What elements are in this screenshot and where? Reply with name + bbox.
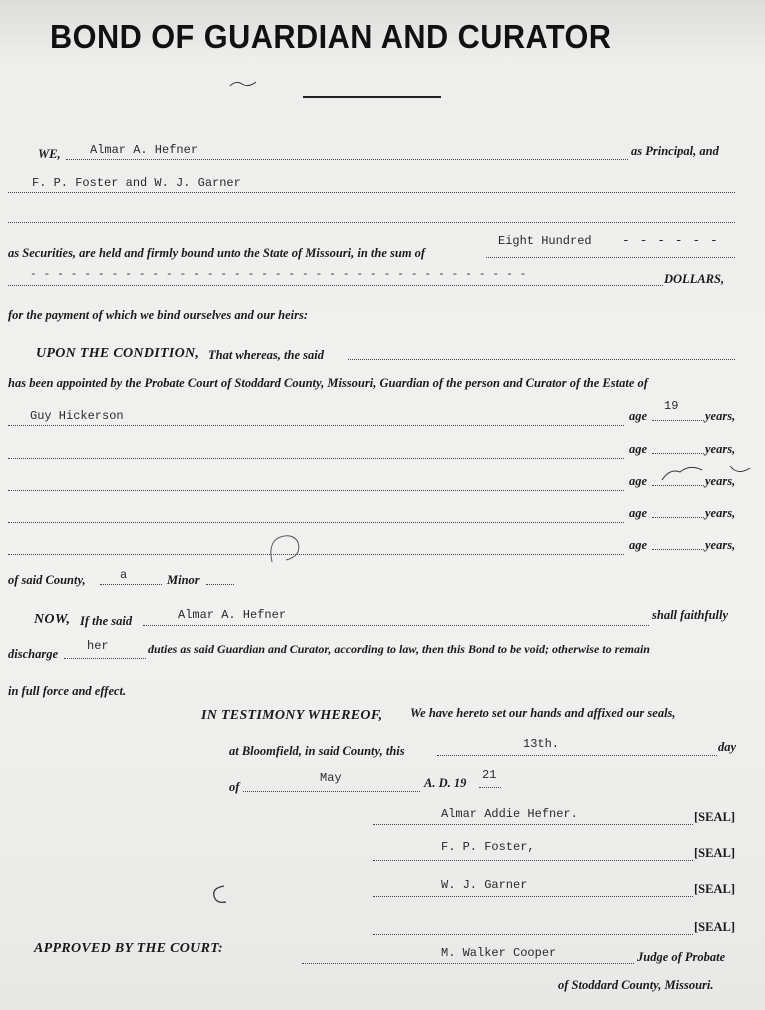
dollars-label: DOLLARS, — [664, 272, 725, 286]
blank-line — [8, 222, 735, 223]
judge-line — [302, 963, 634, 964]
day-value: 13th. — [523, 737, 560, 751]
age-label: age — [629, 506, 648, 520]
principal-line — [66, 159, 628, 160]
ward-name: Guy Hickerson — [30, 409, 124, 423]
pronoun: her — [87, 639, 109, 653]
minor-count: a — [120, 568, 128, 582]
year-line — [479, 787, 501, 788]
seal-label: [SEAL] — [694, 882, 735, 896]
we-label: WE, — [38, 147, 61, 161]
signature-name: F. P. Foster, — [441, 840, 535, 854]
testimony-label: IN TESTIMONY WHEREOF, — [201, 708, 383, 723]
month-value: May — [320, 771, 342, 785]
testimony-text: We have hereto set our hands and affixed our seals, — [410, 706, 676, 720]
judge-name: M. Walker Cooper — [441, 946, 557, 960]
duties-text: duties as said Guardian and Curator, according to law, then this Bond to be void; otherwise to remain — [148, 642, 650, 656]
years-label: years, — [705, 442, 736, 456]
amount-dashes: - - - - - - — [622, 233, 719, 248]
pen-mark — [208, 882, 228, 906]
approval-label: APPROVED BY THE COURT: — [34, 941, 223, 956]
place-text: at Bloomfield, in said County, this — [229, 744, 405, 758]
day-line — [437, 755, 717, 756]
seal-label: [SEAL] — [694, 810, 735, 824]
signature-line — [373, 824, 693, 825]
amount-words: Eight Hundred — [498, 234, 592, 248]
ward-line — [8, 522, 624, 523]
year-value: 21 — [482, 768, 497, 782]
condition-text: That whereas, the said — [208, 348, 324, 362]
minor-label: Minor — [167, 573, 200, 587]
faithfully-text: shall faithfully — [652, 608, 729, 622]
document-title: BOND OF GUARDIAN AND CURATOR — [50, 18, 612, 55]
now-label: NOW, — [34, 612, 71, 627]
day-label: day — [718, 740, 737, 754]
age-line — [652, 549, 704, 550]
title-underline — [303, 96, 441, 98]
years-label: years, — [705, 474, 736, 488]
amount-dashes-2: - - - - - - - - - - - - - - - - - - - - - - - - - - - - - - - - - - - - - — [30, 269, 527, 281]
ward-age: 19 — [664, 399, 679, 413]
age-line — [652, 453, 704, 454]
age-line — [652, 517, 704, 518]
pen-mark — [660, 462, 755, 484]
of-label: of — [229, 780, 240, 794]
judge-title: Judge of Probate — [637, 950, 726, 964]
pen-mark — [266, 532, 306, 566]
age-label: age — [629, 409, 648, 423]
ward-line — [8, 490, 624, 491]
sureties-line — [8, 192, 735, 193]
now-name-line — [143, 625, 649, 626]
county-line: of Stoddard County, Missouri. — [558, 978, 714, 992]
age-label: age — [629, 474, 648, 488]
principal-suffix: as Principal, and — [631, 144, 719, 158]
now-name: Almar A. Hefner — [178, 608, 287, 622]
appointed-text: has been appointed by the Probate Court of Stoddard County, Missouri, Guardian of the person and Curator of the Estate of — [8, 376, 648, 390]
age-line — [652, 420, 704, 421]
years-label: years, — [705, 538, 736, 552]
signature-line — [373, 934, 693, 935]
condition-line — [348, 359, 735, 360]
signature-line — [373, 860, 693, 861]
seal-label: [SEAL] — [694, 846, 735, 860]
full-force-text: in full force and effect. — [8, 684, 127, 698]
if-said: If the said — [80, 614, 133, 628]
age-line — [652, 485, 704, 486]
ward-line — [8, 458, 624, 459]
years-label: years, — [705, 506, 736, 520]
ward-line — [8, 425, 624, 426]
county-prefix: of said County, — [8, 573, 86, 587]
signature-name: W. J. Garner — [441, 878, 528, 892]
minor-count-line — [100, 584, 162, 585]
payment-text: for the payment of which we bind ourselves and our heirs: — [8, 308, 309, 322]
signature-name: Almar Addie Hefner. — [441, 807, 578, 821]
minor-trail-line — [206, 584, 234, 585]
condition-label: UPON THE CONDITION, — [36, 346, 200, 361]
month-line — [243, 791, 420, 792]
seal-label: [SEAL] — [694, 920, 735, 934]
amount-line — [486, 257, 735, 258]
years-label: years, — [705, 409, 736, 423]
sureties-names: F. P. Foster and W. J. Garner — [32, 176, 241, 190]
discharge-label: discharge — [8, 647, 58, 661]
securities-text: as Securities, are held and firmly bound unto the State of Missouri, in the sum of — [8, 246, 426, 260]
pronoun-line — [64, 658, 146, 659]
principal-name: Almar A. Hefner — [90, 143, 199, 157]
amount-line-2 — [8, 285, 663, 286]
pen-mark — [228, 78, 258, 90]
ward-line — [8, 554, 624, 555]
signature-line — [373, 896, 693, 897]
ad-label: A. D. 19 — [424, 776, 467, 790]
age-label: age — [629, 442, 648, 456]
age-label: age — [629, 538, 648, 552]
